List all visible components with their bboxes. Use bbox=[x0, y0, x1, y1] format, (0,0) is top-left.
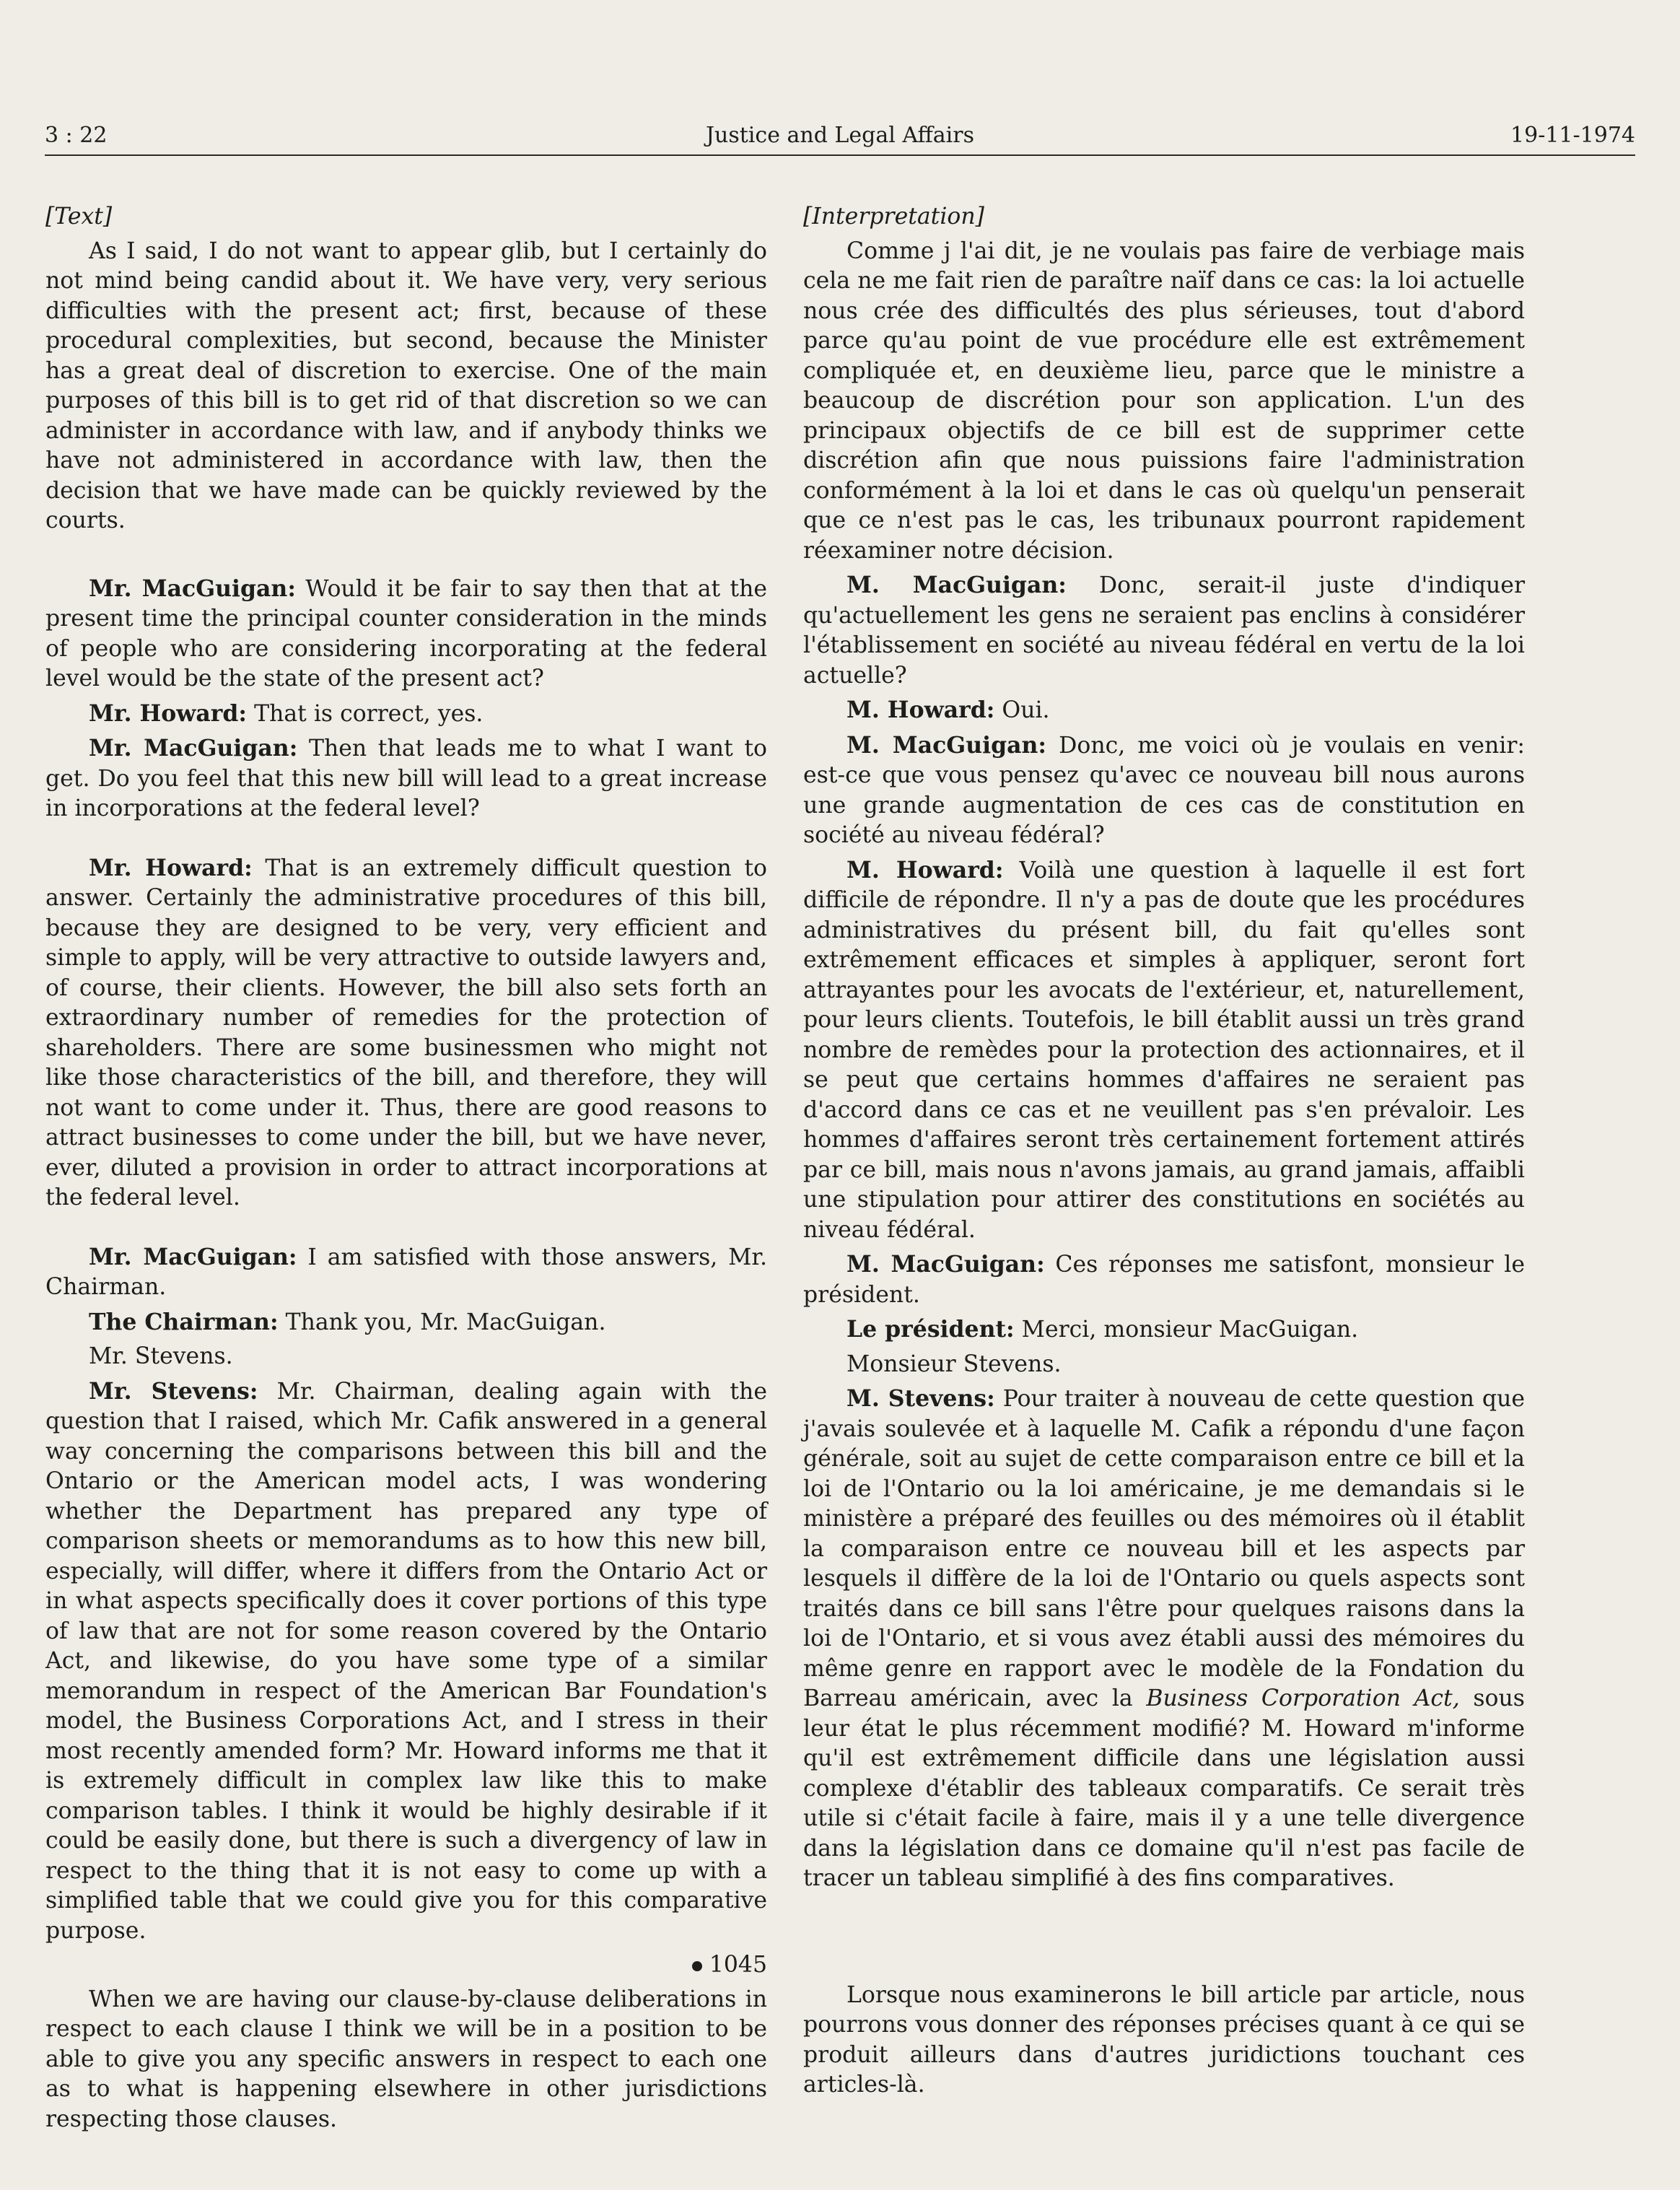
paragraph: Comme j l'ai dit, je ne voulais pas faire de verbiage mais cela ne me fait rien de paraître naïf dans ce cas: la loi actuelle nous crée des difficultés des plus sérieuses, tout d'abord parce qu'au point de vue procédure elle est extrêmement compliquée et, en deuxième lieu, parce que le ministre a beaucoup de discrétion pour son application. L'un des principaux objectifs de ce bill est de supprimer cette discrétion afin que nous puissions faire l'administration conformément à la loi et dans le cas où quelqu'un penserait que ce n'est pas le cas, les tribunaux pourront rapidement réexaminer notre décision. bbox=[803, 237, 1525, 564]
speaker: Mr. Howard: bbox=[89, 854, 253, 881]
speaker: Mr. MacGuigan: bbox=[89, 1243, 297, 1270]
speaker: M. Stevens: bbox=[846, 1385, 995, 1412]
paragraph: M. Howard: Voilà une question à laquelle il est fort difficile de répondre. Il n'y a pas de doute que les procédures administratives du présent bill, du fait qu'elles sont extrêmement efficaces et simples à appliquer, seront fort attrayantes pour les avocats de l'extérieur, et, naturellement, pour leurs clients. Toutefois, le bill établit aussi un très grand nombre de remèdes pour la protection des actionnaires, et il se peut que certains hommes d'affaires ne seraient pas d'accord dans ce cas et ne veuillent pas s'en prévaloir. Les hommes d'affaires seront très certainement fortement attirés par ce bill, mais nous n'avons jamais, au grand jamais, affaibli une stipulation pour attirer des constitutions en sociétés au niveau fédéral. bbox=[803, 856, 1525, 1243]
speaker: The Chairman: bbox=[89, 1308, 279, 1335]
paragraph: Lorsque nous examinerons le bill article par article, nous pourrons vous donner des réponses précises quant à ce qui se produit ailleurs dans d'autres juridictions touchant ces articles-là. bbox=[803, 1981, 1525, 2098]
time-marker: 1045 bbox=[45, 1950, 767, 1981]
paragraph: Le président: Merci, monsieur MacGuigan. bbox=[846, 1316, 1359, 1343]
english-column bbox=[45, 202, 767, 2139]
paragraph: As I said, I do not want to appear glib, but I certainly do not mind being candid about it. We have very, very serious difficulties with the present act; first, because of these procedural complexities, but second, because the Minister has a great deal of discretion to exercise. One of the main purposes of this bill is to get rid of that discretion so we can administer in accordance with law, and if anybody thinks we have not administered in accordance with law, then the decision that we have made can be quickly reviewed by the courts. bbox=[45, 237, 767, 533]
speaker: Mr. Stevens: bbox=[89, 1377, 258, 1405]
page-number: 3 : 22 bbox=[45, 123, 108, 148]
speaker: Le président: bbox=[846, 1316, 1015, 1343]
paragraph: M. Stevens: Pour traiter à nouveau de cette question que j'avais soulevée et à laquelle M. Cafik a répondu d'une façon générale, soit au sujet de cette comparaison entre ce bill et la loi de l'Ontario ou la loi américaine, je me demandais si le ministère a préparé des feuilles ou des mémoires où il établit la comparaison entre ce nouveau bill et les aspects par lesquels il diffère de la loi de l'Ontario ou quels aspects sont traités dans ce bill sans l'être pour quelques raisons dans la loi de l'Ontario, et si vous avez établi aussi des mémoires du même genre en rapport avec le modèle de la Fondation du Barreau américain, avec la Business Corporation Act, sous leur état le plus récemment modifié? M. Howard m'informe qu'il est extrêmement difficile dans une législation aussi complexe d'établir des tableaux comparatifs. Ce serait très utile si c'était facile à faire, mais il y a une telle divergence dans la législation dans ce domaine qu'il n'est pas facile de tracer un tableau simplifié à des fins comparatives. bbox=[803, 1385, 1526, 1891]
paragraph: The Chairman: Thank you, Mr. MacGuigan. bbox=[89, 1308, 606, 1335]
paragraph: Mr. Howard: That is correct, yes. bbox=[89, 699, 484, 727]
paragraph: Mr. MacGuigan: Would it be fair to say then that at the present time the principal counter consideration in the minds of people who are considering incorporating at the federal level would be the state of the present act? bbox=[45, 575, 767, 692]
paragraph: Mr. MacGuigan: I am satisfied with those answers, Mr. Chairman. bbox=[45, 1243, 768, 1300]
paragraph: M. MacGuigan: Donc, serait-il juste d'indiquer qu'actuellement les gens ne seraient pas enclins à considérer l'établissement en société au niveau fédéral en vertu de la loi actuelle? bbox=[803, 572, 1525, 689]
paragraph: M. MacGuigan: Ces réponses me satisfont, monsieur le président. bbox=[803, 1251, 1525, 1308]
speaker: M. MacGuigan: bbox=[846, 1251, 1045, 1278]
paragraph: M. Howard: Oui. bbox=[846, 697, 1050, 723]
speaker: M. Howard: bbox=[846, 856, 1004, 884]
bullet-icon bbox=[692, 1961, 702, 1971]
paragraph: M. MacGuigan: Donc, me voici où je voulais en venir: est-ce que vous pensez qu'avec ce nouveau bill nous aurons une grande augmentation de ces cas de constitution en société au niveau fédéral? bbox=[803, 731, 1526, 848]
paragraph: Mr. Stevens. bbox=[89, 1343, 233, 1369]
speaker: Mr. MacGuigan: bbox=[89, 575, 296, 602]
session-date: 19-11-1974 bbox=[1510, 123, 1635, 148]
speaker: Mr. Howard: bbox=[89, 699, 248, 727]
running-header bbox=[45, 123, 1635, 156]
french-column bbox=[803, 202, 1525, 2105]
paragraph: Mr. Stevens: Mr. Chairman, dealing again with the question that I raised, which Mr. Cafik answered in a general way concerning the comparisons between this bill and the Ontario or the American model acts, I was wondering whether the Department has prepared any type of comparison sheets or memorandums as to how this new bill, especially, will differ, where it differs from the Ontario Act or in what aspects specifically does it cover portions of this type of law that are not for some reason covered by the Ontario Act, and likewise, do you have some type of a similar memorandum in respect of the American Bar Foundation's model, the Business Corporations Act, and I stress in their most recently amended form? Mr. Howard informs me that it is extremely difficult in complex law like this to make comparison tables. I think it would be highly desirable if it could be easily done, but there is such a divergency of law in respect to the thing that it is not easy to come up with a simplified table that we could give you for this comparative purpose. bbox=[45, 1377, 767, 1944]
section-label: [Interpretation] bbox=[803, 204, 984, 230]
paragraph: When we are having our clause-by-clause deliberations in respect to each clause I think we will be in a position to be able to give you any specific answers in respect to each one as to what is happening elsewhere in other jurisdictions respecting those clauses. bbox=[45, 1986, 767, 2132]
paragraph: Monsieur Stevens. bbox=[846, 1351, 1062, 1377]
speaker: M. MacGuigan: bbox=[846, 572, 1067, 598]
paragraph: Mr. Howard: That is an extremely difficult question to answer. Certainly the administrative procedures of this bill, because they are designed to be very, very efficient and simple to apply, will be very attractive to outside lawyers and, of course, their clients. However, the bill also sets forth an extraordinary number of remedies for the protection of shareholders. There are some businessmen who might not like those characteristics of the bill, and therefore, they will not want to come under it. Thus, there are good reasons to attract businesses to come under the bill, but we have never, ever, diluted a provision in order to attract incorporations at the federal level. bbox=[45, 854, 767, 1210]
publication-title: Justice and Legal Affairs bbox=[706, 123, 974, 148]
paragraph: Mr. MacGuigan: Then that leads me to what I want to get. Do you feel that this new bill will lead to a great increase in incorporations at the federal level? bbox=[45, 735, 767, 821]
speaker: M. MacGuigan: bbox=[846, 731, 1047, 759]
speaker: Mr. MacGuigan: bbox=[89, 735, 298, 762]
speaker: M. Howard: bbox=[846, 697, 995, 723]
section-label: [Text] bbox=[45, 204, 113, 230]
